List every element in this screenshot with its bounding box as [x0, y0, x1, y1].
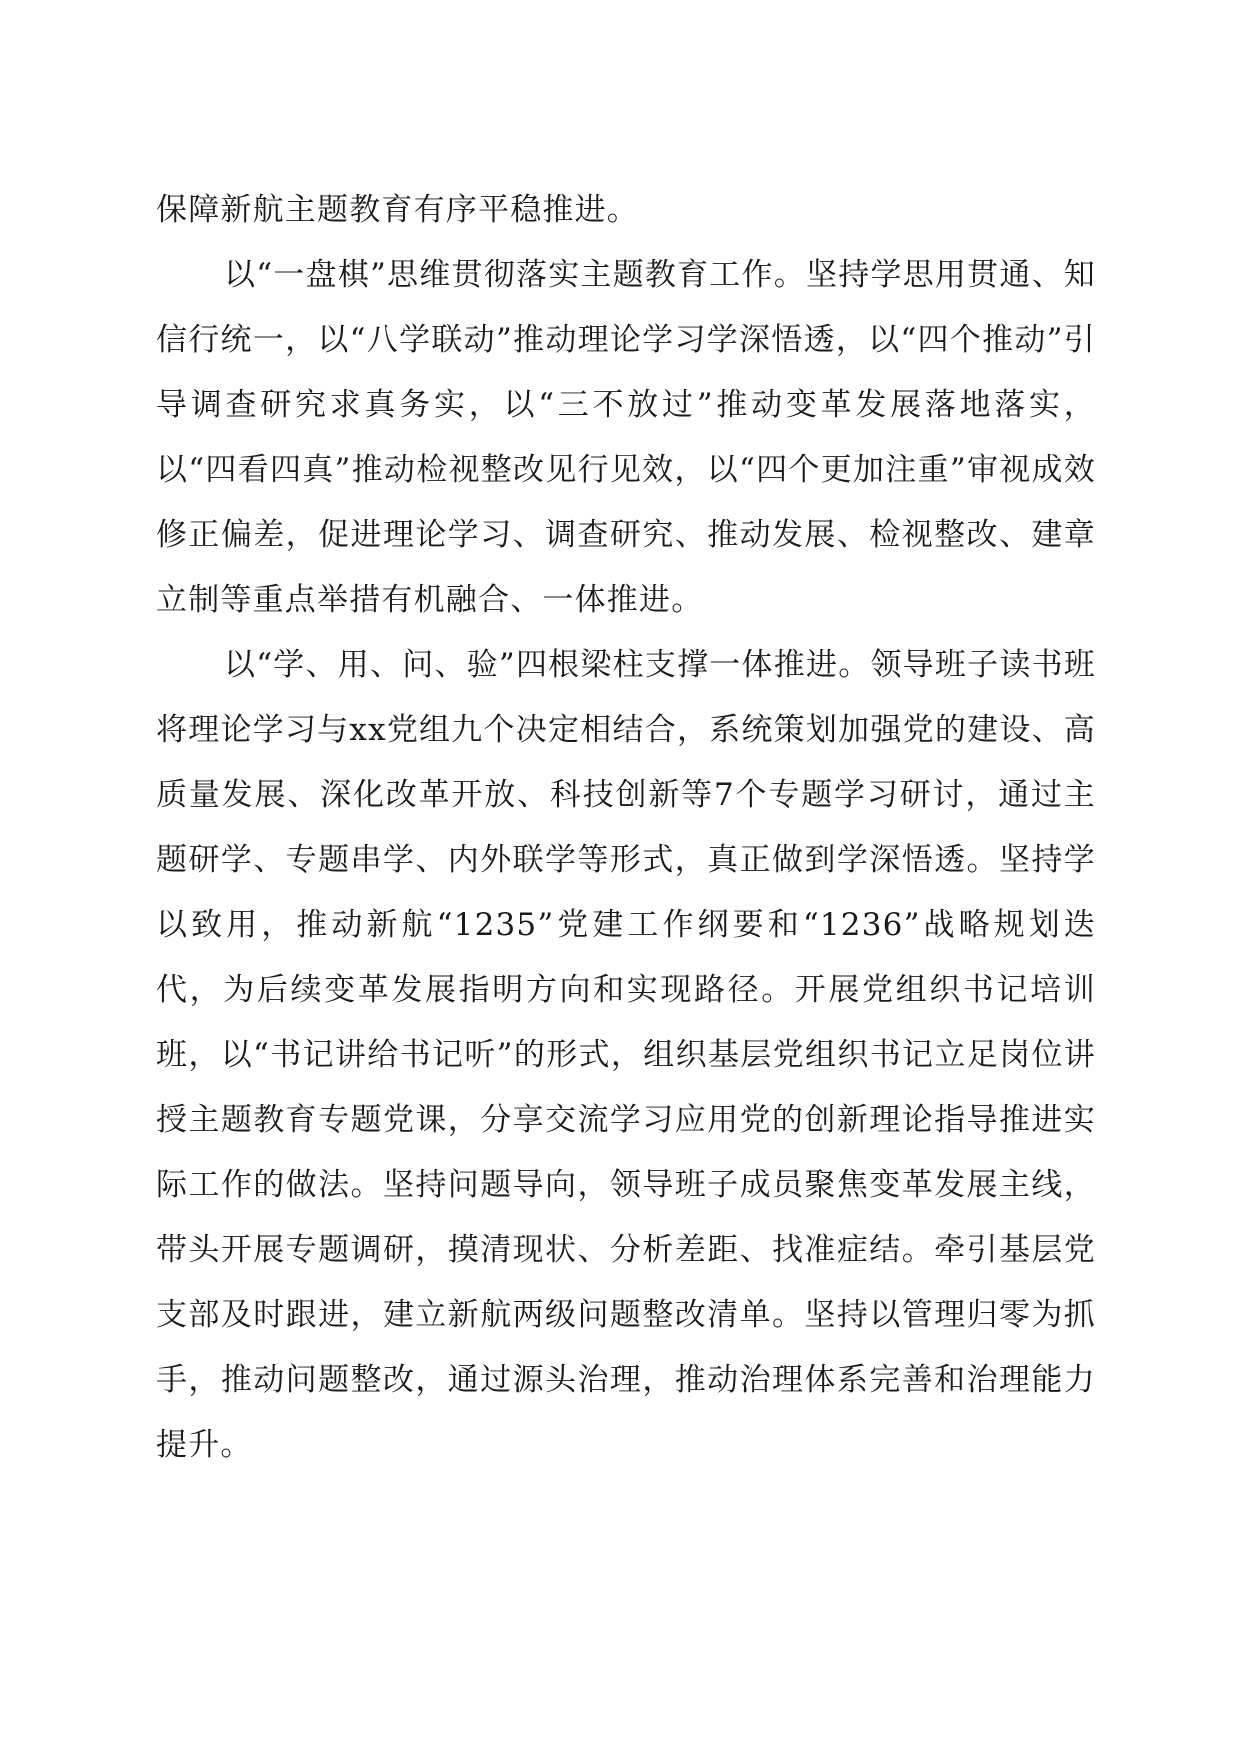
- paragraph-four-pillars: 以“学、用、问、验”四根梁柱支撑一体推进。领导班子读书班将理论学习与xx党组九个决定相结合，系统策划加强党的建设、高质量发展、深化改革开放、科技创新等7个专题学习研讨，通过主题研学、专题串学、内外联学等形式，真正做到学深悟透。坚持学以致用，推动新航“1235”党建工作纲要和“1236”战略规划迭代，为后续变革发展指明方向和实现路径。开展党组织书记培训班，以“书记讲给书记听”的形式，组织基层党组织书记立足岗位讲授主题教育专题党课，分享交流学习应用党的创新理论指导推进实际工作的做法。坚持问题导向，领导班子成员聚焦变革发展主线，带头开展专题调研，摸清现状、分析差距、找准症结。牵引基层党支部及时跟进，建立新航两级问题整改清单。坚持以管理归零为抓手，推动问题整改，通过源头治理，推动治理体系完善和治理能力提升。: [156, 647, 1096, 1463]
- paragraph-continuation: 保障新航主题教育有序平稳推进。: [156, 192, 639, 228]
- paragraph-chessboard-thinking: 以“一盘棋”思维贯彻落实主题教育工作。坚持学思用贯通、知信行统一，以“八学联动”推动理论学习学深悟透，以“四个推动”引导调查研究求真务实，以“三不放过”推动变革发展落地落实，以“四看四真”推动检视整改见行见效，以“四个更加注重”审视成效修正偏差，促进理论学习、调查研究、推动发展、检视整改、建章立制等重点举措有机融合、一体推进。: [156, 257, 1096, 618]
- document-body: [156, 178, 1096, 1478]
